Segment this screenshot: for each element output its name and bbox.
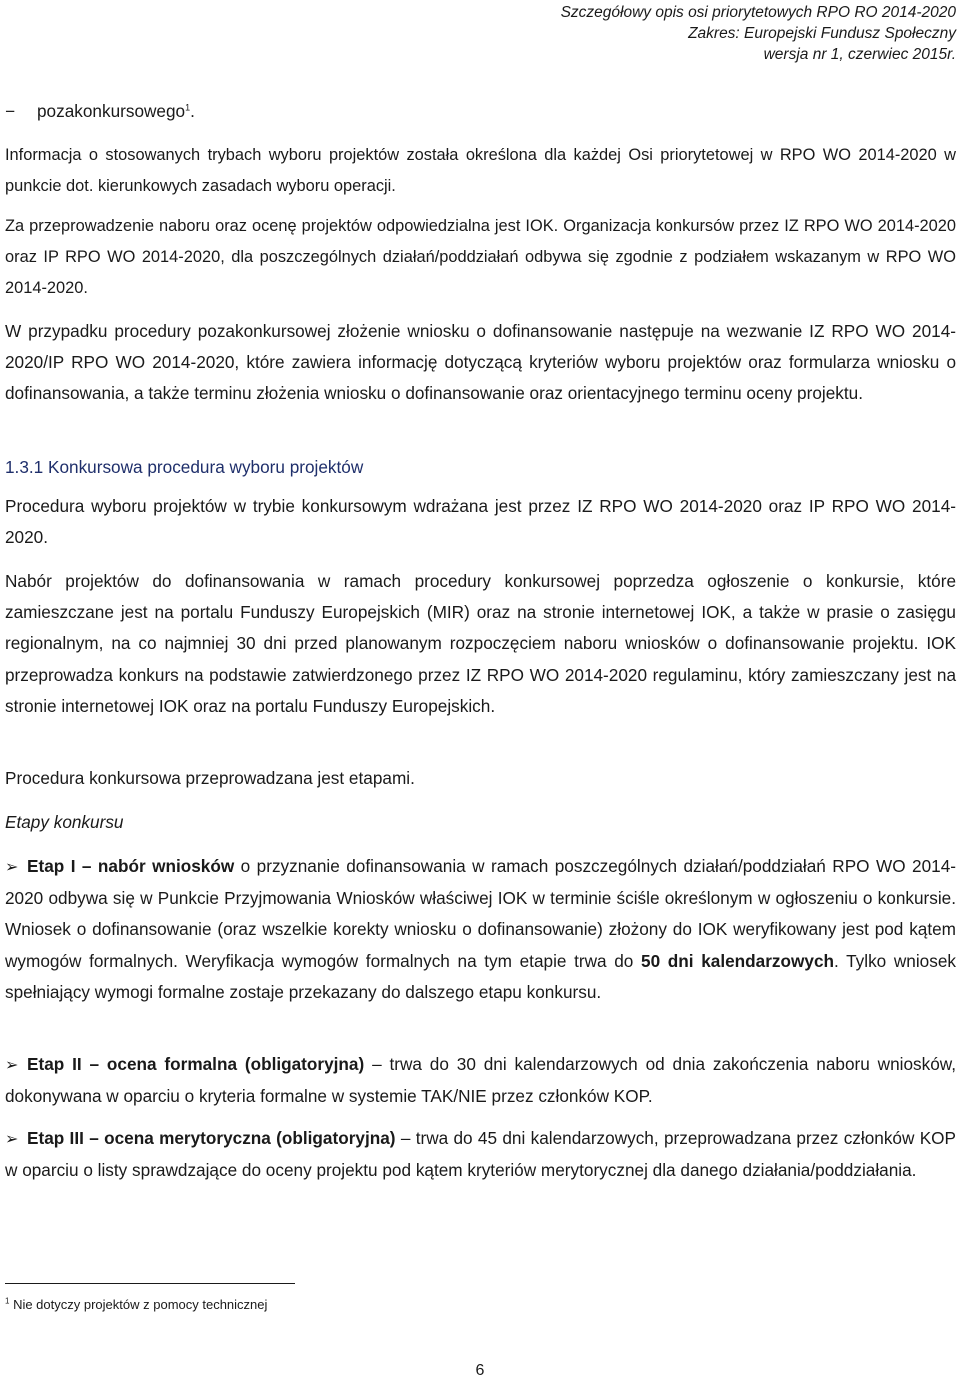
arrow-bullet-icon: ➢ xyxy=(5,859,19,876)
paragraph-ogloszenie: Nabór projektów do dofinansowania w ramach procedury konkursowej poprzedza ogłoszenie o konkursie, które zamieszczane jest na portalu Funduszy Europejskich (MIR) oraz na stronie internetowej IOK, a także w prasie o zasięgu regionalnym, na co najmniej 30 dni przed planowanym rozpoczęciem naboru wniosków o dofinansowanie projektu. IOK przeprowadza konkurs na podstawie zatwierdzonego przez IZ RPO WO 2014-2020 regulaminu, który zamieszczany jest na stronie internetowej IOK oraz na portalu Funduszy Europejskich. xyxy=(5,571,956,716)
stage-1-text: o przyznanie dofinansowania w ramach poszczególnych działań/poddziałań RPO WO 2014-2020 odbywa się w Punkcie Przyjmowania Wniosków właściwej IOK w terminie ściśle określonym w ogłoszeniu o konkursie. Wniosek o dofinansowanie (oraz wszelkie korekty wniosku o dofinansowanie) złożony do IOK weryfikowany jest pod kątem wymogów formalnych. Weryfikacja wymogów formalnych na tym etapie trwa do xyxy=(5,856,956,971)
stage-1 xyxy=(5,851,956,1008)
header-scope: Zakres: Europejski Fundusz Społeczny xyxy=(688,25,956,42)
dash-item-end: . xyxy=(190,101,195,121)
dash-list-item xyxy=(5,96,195,127)
stage-3-text: – trwa do 45 dni kalendarzowych, przeprowadzana przez członków KOP w oparciu o listy sprawdzające do oceny projektu pod kątem kryteriów merytorycznej dla danego działania/poddziałania. xyxy=(5,1128,956,1181)
dash-item-text: pozakonkursowego xyxy=(37,101,186,121)
stage-2-title: Etap II – ocena formalna (obligatoryjna) xyxy=(27,1054,365,1074)
arrow-bullet-icon: ➢ xyxy=(5,1131,19,1148)
stage-2-text: – trwa do 30 dni kalendarzowych od dnia zakończenia naboru wniosków, dokonywana w oparciu o kryteria formalne w systemie TAK/NIE przez członków KOP. xyxy=(5,1054,956,1107)
stage-3 xyxy=(5,1123,956,1186)
stage-1-title: Etap I – nabór wniosków xyxy=(27,856,235,876)
paragraph-etapami: Procedura konkursowa przeprowadzana jest etapami. xyxy=(5,768,415,788)
footnote xyxy=(5,1296,267,1314)
footnote-text: Nie dotyczy projektów z pomocy technicznej xyxy=(9,1297,268,1312)
paragraph-nabor: Za przeprowadzenie naboru oraz ocenę projektów odpowiedzialna jest IOK. Organizacja konkursów przez IZ RPO WO 2014-2020 oraz IP RPO WO 2014-2020, dla poszczególnych działań/poddziałań odbywa się zgodnie z podziałem wskazanym w RPO WO 2014-2020. xyxy=(5,217,956,298)
footnote-divider xyxy=(5,1283,295,1284)
paragraph-procedura: Procedura wyboru projektów w trybie konkursowym wdrażana jest przez IZ RPO WO 2014-2020 oraz IP RPO WO 2014-2020. xyxy=(5,496,956,548)
paragraph-trybach: Informacja o stosowanych trybach wyboru projektów została określona dla każdej Osi priorytetowej w RPO WO 2014-2020 w punkcie dot. kierunkowych zasadach wyboru operacji. xyxy=(5,146,956,196)
section-heading: 1.3.1 Konkursowa procedura wyboru projektów xyxy=(5,457,364,477)
page-number: 6 xyxy=(475,1362,485,1379)
document-header xyxy=(561,2,956,65)
stage-1-text-end: . Tylko wniosek spełniający wymogi formalne zostaje przekazany do dalszego etapu konkursu. xyxy=(5,950,956,1002)
stages-heading: Etapy konkursu xyxy=(5,812,124,832)
dash-marker: − xyxy=(5,101,16,121)
paragraph-pozakonkursowa: W przypadku procedury pozakonkursowej złożenie wniosku o dofinansowanie następuje na wezwanie IZ RPO WO 2014-2020/IP RPO WO 2014-2020, które zawiera informację dotyczącą kryteriów wyboru projektów oraz formularza wniosku o dofinansowania, a także terminu złożenia wniosku o dofinansowanie oraz orientacyjnego terminu oceny projektu. xyxy=(5,321,956,404)
header-title: Szczegółowy opis osi priorytetowych RPO RO 2014-2020 xyxy=(560,4,956,21)
header-version: wersja nr 1, czerwiec 2015r. xyxy=(763,46,956,63)
footnote-number: 1 xyxy=(5,1296,10,1306)
stage-3-title: Etap III – ocena merytoryczna (obligatoryjna) xyxy=(27,1128,396,1148)
stage-2 xyxy=(5,1049,956,1112)
footnote-ref: 1 xyxy=(185,102,191,113)
arrow-bullet-icon: ➢ xyxy=(5,1057,19,1074)
stage-1-deadline: 50 dni kalendarzowych xyxy=(641,950,834,971)
